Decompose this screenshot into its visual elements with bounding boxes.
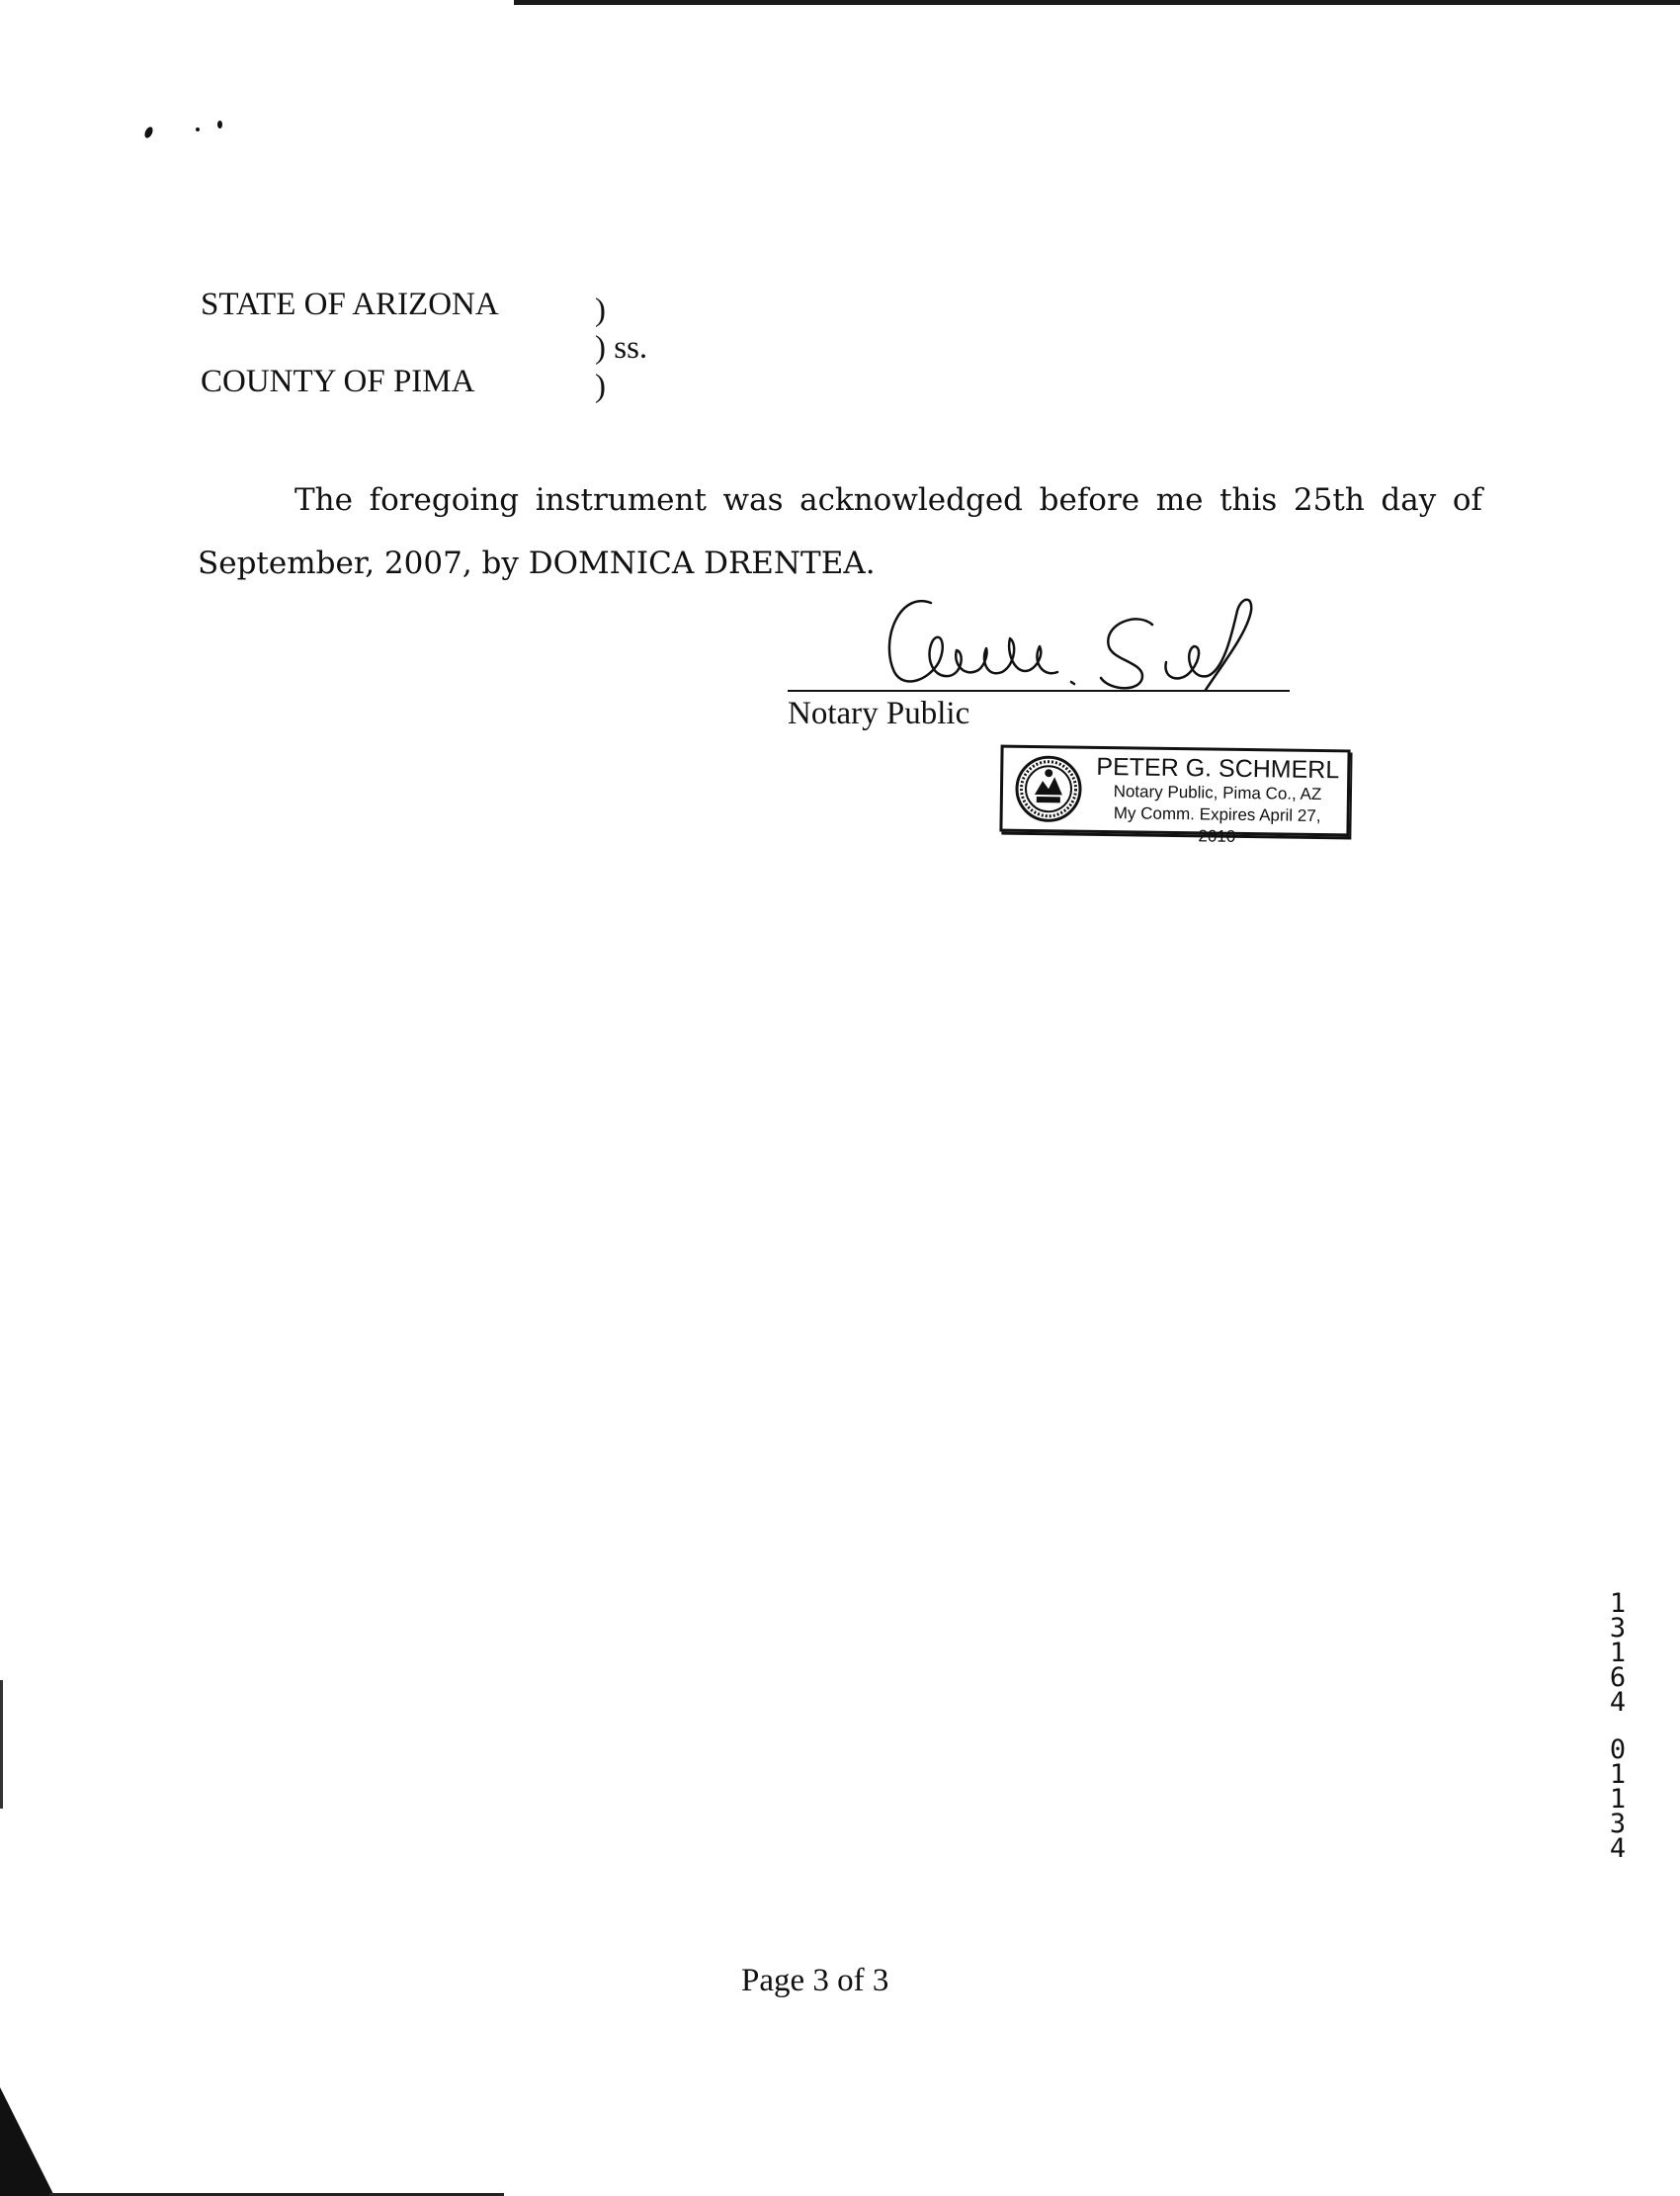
signature-line (788, 690, 1290, 692)
scan-speck (196, 127, 200, 131)
state-seal-icon (1015, 755, 1083, 823)
notary-signature (870, 581, 1285, 700)
venue-state: STATE OF ARIZONA (201, 287, 499, 322)
venue-paren: ) (595, 293, 606, 328)
signature-caption: Notary Public (788, 696, 970, 731)
stamp-commission-expiry: My Comm. Expires April 27, 2010 (1113, 803, 1321, 846)
venue-paren: ) (595, 369, 606, 404)
scan-left-edge (0, 1680, 3, 1809)
venue-county: COUNTY OF PIMA (201, 364, 475, 399)
scan-top-border (514, 0, 1680, 5)
acknowledgment-paragraph (198, 468, 1482, 595)
notary-stamp (999, 745, 1350, 846)
venue-ss: ) ss. (595, 330, 648, 366)
stamp-notary-title: Notary Public, Pima Co., AZ (1113, 782, 1322, 804)
recording-number-part2: 01134 (1609, 1734, 1627, 1864)
scan-speck (143, 126, 154, 139)
scan-corner-fold (0, 2087, 59, 2196)
recording-number-part1: 13164 (1609, 1588, 1627, 1718)
stamp-text (1093, 753, 1341, 849)
stamp-notary-name: PETER G. SCHMERL (1096, 752, 1340, 785)
acknowledgment-text: The foregoing instrument was acknowledged before me this 25th day of September, 2007, by DOMNICA DRENTEA. (198, 482, 1482, 581)
page-footer: Page 3 of 3 (741, 1963, 889, 1998)
scan-speck (217, 121, 222, 128)
